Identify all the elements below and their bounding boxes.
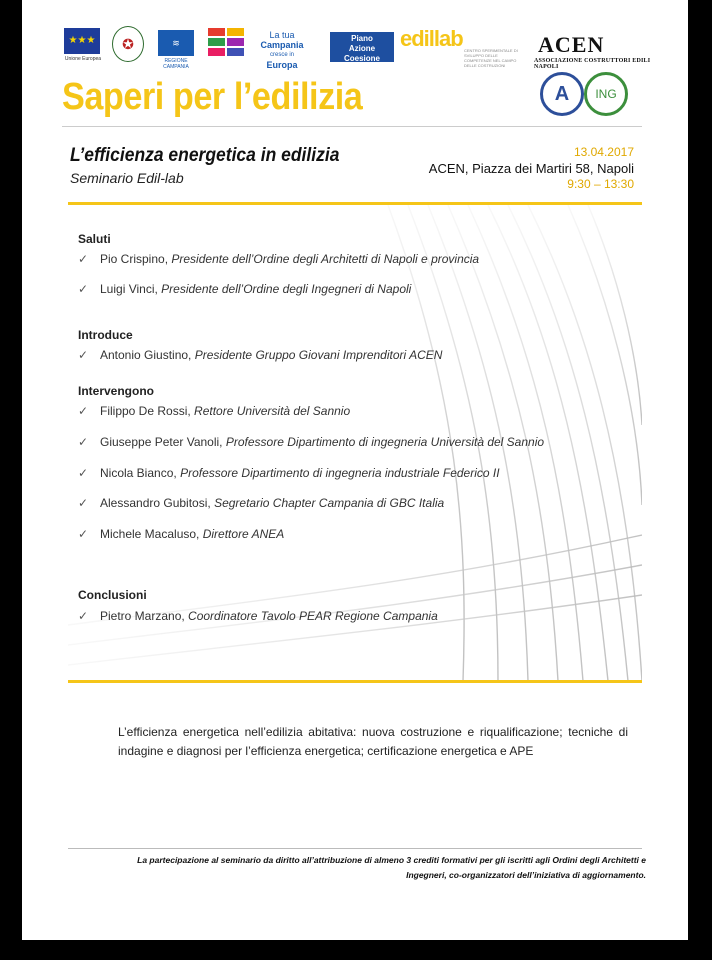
speaker-item — [78, 404, 350, 418]
speaker-name: Pietro Marzano, — [100, 609, 185, 623]
check-icon: ✓ — [78, 527, 89, 541]
speaker-item — [78, 435, 544, 449]
speaker-name: Antonio Giustino, — [100, 348, 192, 362]
check-icon: ✓ — [78, 252, 89, 266]
check-icon: ✓ — [78, 609, 89, 623]
tua-line-2: Campania — [260, 40, 304, 50]
speaker-item — [78, 252, 479, 266]
speaker-role: Presidente Gruppo Giovani Imprenditori ACEN — [194, 348, 443, 362]
footer-divider — [68, 848, 642, 849]
event-time: 9:30 – 13:30 — [567, 177, 634, 191]
speaker-item — [78, 466, 500, 480]
credits-note-line-2: Ingegneri, co-organizzatori dell’iniziativa di aggiornamento. — [406, 870, 646, 880]
tua-campania-logo — [254, 30, 310, 70]
speaker-role: Presidente dell’Ordine degli Ingegneri di Napoli — [161, 282, 412, 296]
speaker-role: Professore Dipartimento di ingegneria industriale Federico II — [180, 466, 500, 480]
speaker-name: Filippo De Rossi, — [100, 404, 191, 418]
speaker-name: Nicola Bianco, — [100, 466, 177, 480]
seminar-name: Seminario Edil-lab — [70, 170, 184, 186]
speaker-item — [78, 496, 444, 510]
ordine-architetti-seal-icon: A — [540, 72, 584, 116]
speaker-name: Pio Crispino, — [100, 252, 169, 266]
eu-caption: Unione Europea — [64, 56, 102, 62]
speaker-name: Giuseppe Peter Vanoli, — [100, 435, 223, 449]
speaker-item — [78, 348, 442, 362]
yellow-divider-bottom — [68, 680, 642, 683]
acen-subtitle: ASSOCIAZIONE COSTRUTTORI EDILI NAPOLI — [534, 58, 651, 70]
speaker-name: Luigi Vinci, — [100, 282, 158, 296]
check-icon: ✓ — [78, 404, 89, 418]
seminar-subtitle: L’efficienza energetica in edilizia — [70, 145, 340, 166]
check-icon: ✓ — [78, 496, 89, 510]
speaker-role: Coordinatore Tavolo PEAR Regione Campania — [188, 609, 438, 623]
speaker-role: Rettore Università del Sannio — [194, 404, 351, 418]
speaker-item — [78, 527, 284, 541]
tua-line-1: La tua — [269, 30, 295, 40]
speaker-role: Presidente dell’Ordine degli Architetti di Napoli e provincia — [171, 252, 480, 266]
logo-strip — [62, 22, 662, 70]
piano-azione-coesione-logo — [330, 32, 394, 62]
ordine-ingegneri-seal-icon: ING — [584, 72, 628, 116]
section-conclusioni: Conclusioni — [78, 588, 147, 602]
check-icon: ✓ — [78, 348, 89, 362]
italian-emblem-icon: ✪ — [112, 26, 144, 62]
seminar-description: L’efficienza energetica nell’edilizia abitativa: nuova costruzione e riqualificazione; tecniche di indagine e diagnosi per l’efficienza energetica; certificazione energetica e APE — [118, 725, 628, 758]
colored-squares-logo-icon — [208, 28, 244, 64]
speaker-item — [78, 282, 411, 296]
piano-line-3: Coesione — [343, 54, 380, 63]
event-date: 13.04.2017 — [573, 145, 634, 159]
section-introduce: Introduce — [78, 328, 133, 342]
speaker-role: Segretario Chapter Campania di GBC Italia — [214, 496, 445, 510]
header-divider — [62, 126, 642, 127]
regione-campania-logo-icon: ≋ — [158, 30, 194, 56]
flyer-page — [22, 0, 688, 940]
speaker-name: Michele Macaluso, — [100, 527, 200, 541]
tua-line-3: cresce in — [269, 52, 294, 58]
piano-line-2: Azione — [348, 44, 376, 53]
section-intervengono: Intervengono — [78, 384, 155, 398]
credits-note — [88, 853, 646, 883]
speaker-item — [78, 609, 438, 623]
check-icon: ✓ — [78, 282, 89, 296]
main-title: Saperi per l’edilizia — [62, 76, 363, 118]
piano-line-1: Piano — [351, 34, 373, 43]
speaker-role: Direttore ANEA — [202, 527, 285, 541]
section-saluti: Saluti — [78, 232, 111, 246]
acen-logo: ACEN — [538, 32, 605, 57]
event-venue: ACEN, Piazza dei Martiri 58, Napoli — [428, 161, 634, 176]
speaker-name: Alessandro Gubitosi, — [100, 496, 211, 510]
credits-note-line-1: La partecipazione al seminario da diritto all’attribuzione di almeno 3 crediti formativi per gli iscritti agli Ordini degli Architetti e — [137, 855, 646, 865]
check-icon: ✓ — [78, 466, 89, 480]
eu-flag-icon: ★★★ — [64, 28, 100, 54]
regione-campania-caption: REGIONE CAMPANIA — [163, 58, 189, 70]
edil-lab-logo: edillab — [400, 26, 463, 51]
speaker-role: Professore Dipartimento di ingegneria Università del Sannio — [225, 435, 545, 449]
edil-lab-caption: CENTRO SPERIMENTALE DI SVILUPPO DELLE COMPETENZE NEL CAMPO DELLE COSTRUZIONI — [464, 48, 518, 68]
tua-line-4: Europa — [266, 60, 298, 70]
check-icon: ✓ — [78, 435, 89, 449]
